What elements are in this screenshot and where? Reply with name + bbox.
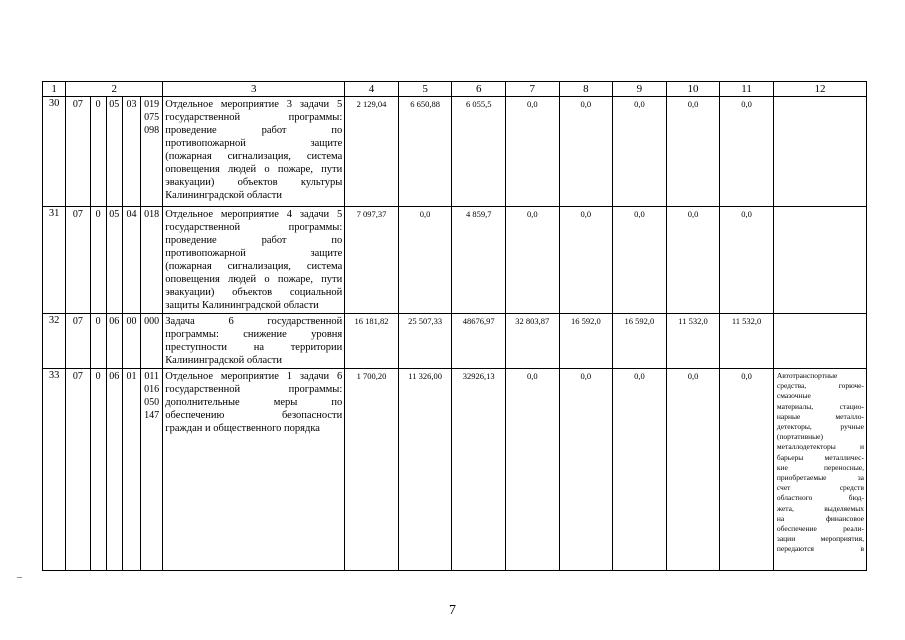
table-row xyxy=(43,97,867,207)
description-line: государственной программы: xyxy=(165,384,343,395)
note-line: кие переносные, xyxy=(776,462,864,472)
header-cell-1: 1 xyxy=(43,82,66,97)
value-col-6: 32926,13 xyxy=(452,369,506,571)
description-line: дополнительные меры по xyxy=(165,397,343,408)
code-ministry: 07 xyxy=(66,369,90,571)
value-col-11: 0,0 xyxy=(720,207,774,314)
value-col-11: 0,0 xyxy=(720,97,774,207)
code-measure: 03 xyxy=(122,97,140,207)
header-cell-7: 7 xyxy=(505,82,559,97)
budget-code: 018 xyxy=(144,209,160,220)
value-col-9: 0,0 xyxy=(613,369,667,571)
value-col-7: 0,0 xyxy=(505,207,559,314)
value-col-4: 16 181,82 xyxy=(345,314,399,369)
budget-code: 075 xyxy=(144,112,160,123)
description-line: оповещения людей о пожаре, пути xyxy=(165,164,343,175)
budget-table-page xyxy=(42,81,867,571)
note-line: нарные металло- xyxy=(776,411,864,421)
row-number: 32 xyxy=(43,314,66,369)
note-line: барьеры металличес- xyxy=(776,452,864,462)
description-line: (пожарная сигнализация, система xyxy=(165,151,343,162)
measure-description xyxy=(163,97,345,207)
note-cell xyxy=(773,97,866,207)
description-line: (пожарная сигнализация, система xyxy=(165,261,343,272)
header-cell-11: 11 xyxy=(720,82,774,97)
note-line: смазочные xyxy=(776,391,811,401)
note-line: материалы, стацио- xyxy=(776,401,864,411)
value-col-9: 0,0 xyxy=(613,207,667,314)
note-line: металлодетекторы и xyxy=(776,442,864,452)
description-line: оповещения людей о пожаре, пути xyxy=(165,274,343,285)
value-col-7: 32 803,87 xyxy=(505,314,559,369)
note-cell xyxy=(773,314,866,369)
description-line: граждан и общественного порядка xyxy=(165,423,320,434)
value-col-11: 0,0 xyxy=(720,369,774,571)
code-task: 05 xyxy=(106,207,122,314)
value-col-7: 0,0 xyxy=(505,97,559,207)
table-row xyxy=(43,314,867,369)
note-cell xyxy=(773,369,866,571)
budget-code: 050 xyxy=(144,397,160,408)
note-line: приобретаемые за xyxy=(776,473,864,483)
description-line: обеспечению безопасности xyxy=(165,410,343,421)
code-measure: 01 xyxy=(122,369,140,571)
code-ministry: 07 xyxy=(66,314,90,369)
value-col-10: 0,0 xyxy=(666,369,720,571)
note-line: на финансовое xyxy=(776,513,864,523)
header-cell-8: 8 xyxy=(559,82,613,97)
code-budget-lines xyxy=(141,314,163,369)
header-cell-2: 2 xyxy=(66,82,163,97)
description-line: Отдельное мероприятие 1 задачи 6 xyxy=(165,371,343,382)
budget-code: 016 xyxy=(144,384,160,395)
note-cell xyxy=(773,207,866,314)
value-col-8: 0,0 xyxy=(559,97,613,207)
value-col-7: 0,0 xyxy=(505,369,559,571)
budget-code: 000 xyxy=(144,316,160,327)
header-cell-6: 6 xyxy=(452,82,506,97)
value-col-8: 16 592,0 xyxy=(559,314,613,369)
header-cell-9: 9 xyxy=(613,82,667,97)
code-task: 05 xyxy=(106,97,122,207)
code-measure: 04 xyxy=(122,207,140,314)
note-line: зации мероприятия, xyxy=(776,534,864,544)
value-col-9: 0,0 xyxy=(613,97,667,207)
code-type: 0 xyxy=(90,314,106,369)
description-line: защиты Калининградской области xyxy=(165,300,319,311)
description-line: проведение работ по xyxy=(165,235,343,246)
code-budget-lines xyxy=(141,97,163,207)
measure-description xyxy=(163,207,345,314)
value-col-10: 0,0 xyxy=(666,207,720,314)
note-line: средства, горюче- xyxy=(776,381,864,391)
description-line: Калининградской области xyxy=(165,355,282,366)
value-col-10: 11 532,0 xyxy=(666,314,720,369)
value-col-10: 0,0 xyxy=(666,97,720,207)
code-task: 06 xyxy=(106,369,122,571)
row-number: 31 xyxy=(43,207,66,314)
value-col-5: 6 650,88 xyxy=(398,97,452,207)
program-measures-table xyxy=(42,81,867,571)
description-line: противопожарной защите xyxy=(165,138,343,149)
code-ministry: 07 xyxy=(66,97,90,207)
page-number: 7 xyxy=(449,603,456,618)
description-line: эвакуации) объектов социальной xyxy=(165,287,343,298)
note-line: жета, выделяемых xyxy=(776,503,864,513)
note-line: передаются в xyxy=(776,544,864,554)
header-cell-3: 3 xyxy=(163,82,345,97)
description-line: эвакуации) объектов культуры xyxy=(165,177,343,188)
header-cell-5: 5 xyxy=(398,82,452,97)
value-col-9: 16 592,0 xyxy=(613,314,667,369)
note-line: обеспечение реали- xyxy=(776,524,864,534)
value-col-8: 0,0 xyxy=(559,207,613,314)
value-col-5: 25 507,33 xyxy=(398,314,452,369)
value-col-11: 11 532,0 xyxy=(720,314,774,369)
code-type: 0 xyxy=(90,207,106,314)
value-col-6: 6 055,5 xyxy=(452,97,506,207)
table-row xyxy=(43,369,867,571)
note-line: (портативные) xyxy=(776,432,824,442)
description-line: Калининградской области xyxy=(165,190,282,201)
budget-code: 019 xyxy=(144,99,160,110)
description-line: преступности на территории xyxy=(165,342,343,353)
table-row xyxy=(43,207,867,314)
budget-code: 011 xyxy=(144,371,159,382)
value-col-8: 0,0 xyxy=(559,369,613,571)
code-budget-lines xyxy=(141,207,163,314)
description-line: противопожарной защите xyxy=(165,248,343,259)
code-measure: 00 xyxy=(122,314,140,369)
description-line: Отдельное мероприятие 3 задачи 5 xyxy=(165,99,343,110)
measure-description xyxy=(163,314,345,369)
description-line: государственной программы: xyxy=(165,222,343,233)
row-number: 33 xyxy=(43,369,66,571)
budget-code: 098 xyxy=(144,125,160,136)
measure-description xyxy=(163,369,345,571)
header-cell-10: 10 xyxy=(666,82,720,97)
value-col-5: 0,0 xyxy=(398,207,452,314)
value-col-4: 1 700,20 xyxy=(345,369,399,571)
note-line: Автотранспортные xyxy=(776,371,838,380)
code-budget-lines xyxy=(141,369,163,571)
description-line: проведение работ по xyxy=(165,125,343,136)
value-col-4: 2 129,04 xyxy=(345,97,399,207)
table-body xyxy=(43,97,867,571)
description-line: Задача 6 государственной xyxy=(165,316,343,327)
row-number: 30 xyxy=(43,97,66,207)
column-number-header-row xyxy=(43,82,867,97)
note-line: счет средств xyxy=(776,483,864,493)
value-col-6: 48676,97 xyxy=(452,314,506,369)
description-line: программы: снижение уровня xyxy=(165,329,343,340)
note-line: областного бюд- xyxy=(776,493,864,503)
value-col-6: 4 859,7 xyxy=(452,207,506,314)
note-line: детекторы, ручные xyxy=(776,422,864,432)
budget-code: 147 xyxy=(144,410,160,421)
description-line: Отдельное мероприятие 4 задачи 5 xyxy=(165,209,343,220)
header-cell-4: 4 xyxy=(345,82,399,97)
code-task: 06 xyxy=(106,314,122,369)
margin-mark: – xyxy=(17,572,22,583)
value-col-5: 11 326,00 xyxy=(398,369,452,571)
code-type: 0 xyxy=(90,369,106,571)
header-cell-12: 12 xyxy=(773,82,866,97)
description-line: государственной программы: xyxy=(165,112,343,123)
code-ministry: 07 xyxy=(66,207,90,314)
code-type: 0 xyxy=(90,97,106,207)
value-col-4: 7 097,37 xyxy=(345,207,399,314)
